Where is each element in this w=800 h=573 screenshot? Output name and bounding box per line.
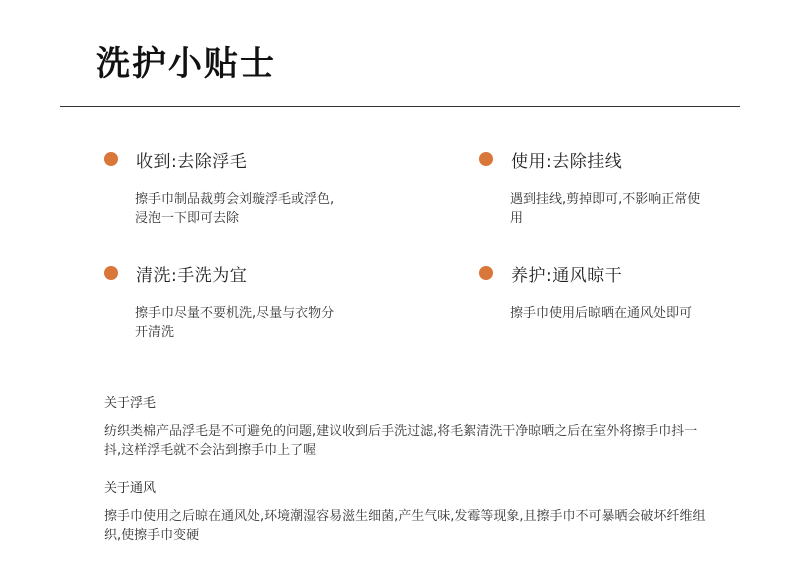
tip-heading: 养护:通风晾干: [511, 265, 623, 286]
tip-heading-row: [104, 260, 364, 286]
bullet-dot-icon: [479, 266, 493, 280]
tip-heading-row: [479, 146, 739, 172]
tip-description: 擦手巾使用后晾晒在通风处即可: [510, 306, 693, 321]
note-lint: [104, 394, 714, 460]
tip-item-care: [479, 260, 739, 323]
tip-description: 擦手巾制品裁剪会刘璇浮毛或浮色,浸泡一下即可去除: [135, 192, 335, 226]
tip-item-wash: [104, 260, 364, 342]
tip-heading: 使用:去除挂线: [511, 151, 623, 172]
note-title: 关于通风: [104, 481, 157, 496]
tip-description: 擦手巾尽量不要机洗,尽量与衣物分开清洗: [135, 306, 335, 340]
page-title: 洗护小贴士: [96, 44, 276, 84]
note-ventilation: [104, 479, 714, 545]
note-body: 擦手巾使用之后晾在通风处,环境潮湿容易滋生细菌,产生气味,发霉等现象,且擦手巾不可暴晒会破坏纤维组织,使擦手巾变硬: [104, 509, 706, 543]
bullet-dot-icon: [479, 152, 493, 166]
bullet-dot-icon: [104, 266, 118, 280]
tip-heading-row: [104, 146, 364, 172]
tip-description: 遇到挂线,剪掉即可,不影响正常使用: [510, 192, 701, 226]
tip-heading: 清洗:手洗为宜: [136, 265, 248, 286]
tip-heading-row: [479, 260, 739, 286]
tip-item-use: [479, 146, 739, 228]
title-divider: [60, 106, 740, 107]
bullet-dot-icon: [104, 152, 118, 166]
note-title: 关于浮毛: [104, 396, 157, 411]
tip-heading: 收到:去除浮毛: [136, 151, 248, 172]
tip-item-receive: [104, 146, 364, 228]
note-body: 纺织类棉产品浮毛是不可避免的问题,建议收到后手洗过滤,将毛絮清洗干净晾晒之后在室外将擦手巾抖一抖,这样浮毛就不会沾到擦手巾上了喔: [104, 424, 698, 458]
